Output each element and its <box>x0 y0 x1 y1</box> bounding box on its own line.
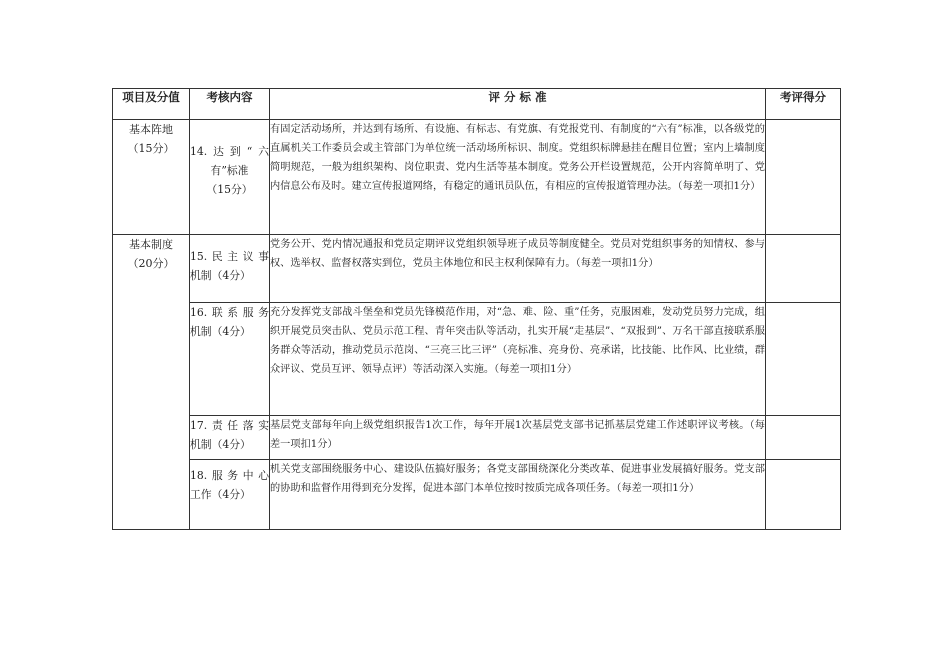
header-score: 考评得分 <box>766 89 841 120</box>
score-cell[interactable] <box>766 235 841 303</box>
table-row <box>113 416 841 460</box>
item-cell <box>190 416 270 460</box>
standard-cell: 充分发挥党支部战斗堡垒和党员先锋模范作用，对“急、难、险、重”任务，克服困难，发动党员努力完成，组织开展党员突击队、党员示范工程、青年突击队等活动，扎实开展“走基层”、“双报到”、万名干部直接联系服务群众等活动，推动党员示范岗、“三亮三比三评”（亮标准、亮身份、亮承诺，比技能、比作风、比业绩，群众评议、党员互评、领导点评）等活动深入实施。（每差一项扣1分） <box>270 303 766 416</box>
score-cell[interactable] <box>766 460 841 530</box>
item-score: （15分） <box>206 183 253 196</box>
item-cell <box>190 460 270 530</box>
table-row <box>113 235 841 303</box>
item-line: 有”标准 <box>210 164 249 177</box>
item-line: 机制（4分） <box>190 269 251 282</box>
item-line: 机制（4分） <box>190 325 251 338</box>
header-category: 项目及分值 <box>113 89 190 120</box>
item-line: 机制（4分） <box>190 438 251 451</box>
score-cell[interactable] <box>766 303 841 416</box>
category-score: （15分） <box>127 142 175 155</box>
header-row <box>113 89 841 120</box>
category-name: 基本阵地 <box>129 123 173 136</box>
item-line: 15.民主议事 <box>190 250 269 263</box>
score-cell[interactable] <box>766 416 841 460</box>
standard-cell: 基层党支部每年向上级党组织报告1次工作，每年开展1次基层党支部书记抓基层党建工作述职评议考核。（每差一项扣1分） <box>270 416 766 460</box>
item-cell <box>190 303 270 416</box>
item-line: 16.联系服务 <box>190 306 269 319</box>
header-item: 考核内容 <box>190 89 270 120</box>
item-line: 18.服务中心 <box>190 469 269 482</box>
item-line: 17.责任落实 <box>190 419 269 432</box>
category-cell <box>113 120 190 235</box>
table-row <box>113 460 841 530</box>
standard-cell: 有固定活动场所，并达到有场所、有设施、有标志、有党旗、有党报党刊、有制度的“六有”标准，以各级党的直属机关工作委员会或主管部门为单位统一活动场所标识、制度。党组织标牌悬挂在醒目位置；室内上墙制度简明规范，一般为组织架构、岗位职责、党内生活等基本制度。党务公开栏设置规范，公开内容简单明了、党内信息公布及时。建立宣传报道网络，有稳定的通讯员队伍，有相应的宣传报道管理办法。（每差一项扣1分） <box>270 120 766 235</box>
item-line: 14.达到“六 <box>190 145 269 158</box>
table-row <box>113 303 841 416</box>
header-standard: 评 分 标 准 <box>270 89 766 120</box>
score-cell[interactable] <box>766 120 841 235</box>
category-name: 基本制度 <box>129 238 173 251</box>
standard-cell: 机关党支部围绕服务中心、建设队伍搞好服务；各党支部围绕深化分类改革、促进事业发展搞好服务。党支部的协助和监督作用得到充分发挥，促进本部门本单位按时按质完成各项任务。（每差一项扣1分） <box>270 460 766 530</box>
category-cell <box>113 235 190 530</box>
table-row <box>113 120 841 235</box>
scoring-table <box>112 88 841 530</box>
standard-cell: 党务公开、党内情况通报和党员定期评议党组织领导班子成员等制度健全。党员对党组织事务的知情权、参与权、选举权、监督权落实到位，党员主体地位和民主权利保障有力。（每差一项扣1分） <box>270 235 766 303</box>
item-line: 工作（4分） <box>190 488 251 501</box>
category-score: （20分） <box>127 257 175 270</box>
item-cell <box>190 120 270 235</box>
item-cell <box>190 235 270 303</box>
